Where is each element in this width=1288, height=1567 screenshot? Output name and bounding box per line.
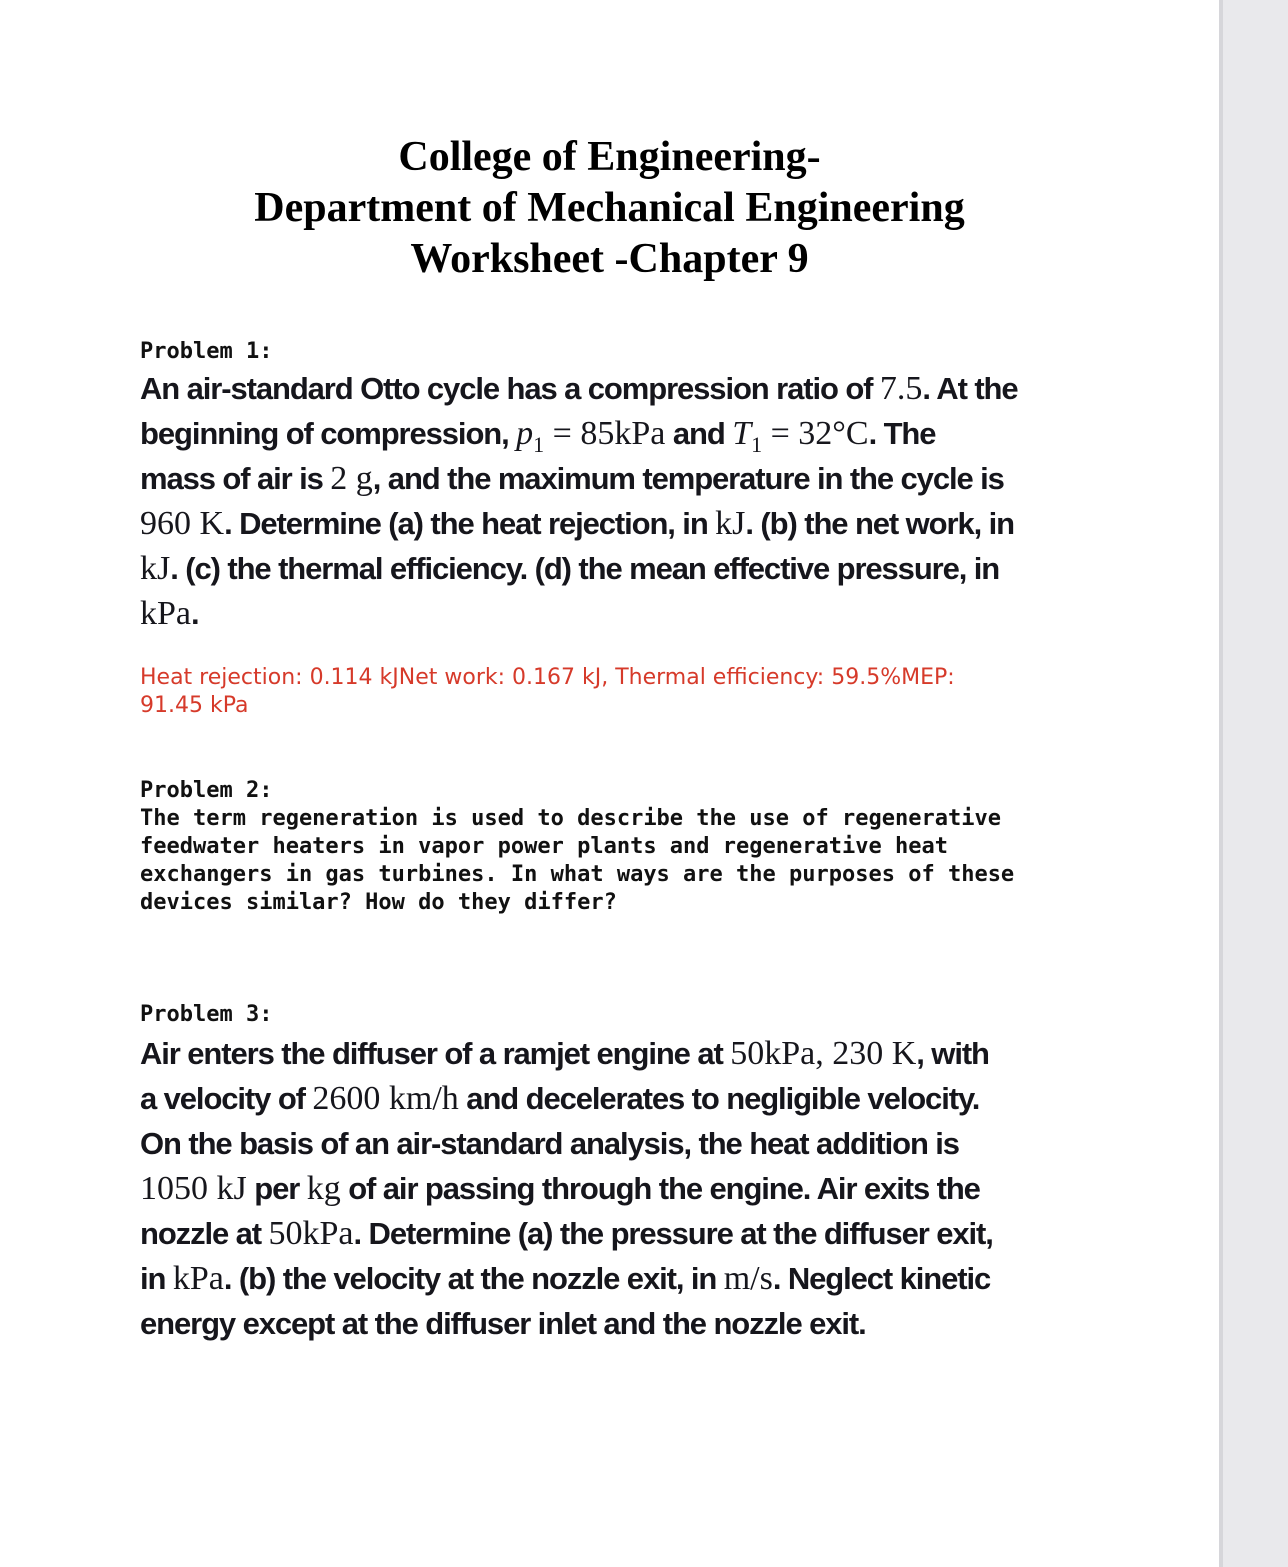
compression-ratio-value: 7.5 [879,370,923,407]
heat-addition-value: 1050 kJ [140,1170,247,1207]
problem-1-line-1: An air-standard Otto cycle has a compression ratio of 7.5. At the [140,370,1018,407]
problem-3-statement [140,1031,1080,1346]
problem-3-line-1: Air enters the diffuser of a ramjet engine at 50kPa, 230 K, with [140,1035,989,1072]
problem-1-line-6: kPa. [140,595,199,632]
problem-3-label: Problem 3: [140,1002,273,1027]
problem-2-label: Problem 2: [140,778,273,803]
problem-2-statement [140,805,1080,917]
problem-1-line-3: mass of air is 2 g, and the maximum temperature in the cycle is [140,460,1004,497]
scrollbar-track[interactable] [1219,0,1288,1567]
problem-2-line-1: The term regeneration is used to describe the use of regenerative [140,806,1001,831]
problem-3-line-4: 1050 kJ per kg of air passing through the engine. Air exits the [140,1170,980,1207]
problem-3-line-3: On the basis of an air-standard analysis, the heat addition is [140,1126,959,1161]
problem-1-line-5: kJ. (c) the thermal efficiency. (d) the mean effective pressure, in [140,550,1000,587]
problem-1-line-2: beginning of compression, $p_1 = 85kPa$ and $T_1 = 32^\circ C$. The [140,415,936,457]
initial-temperature-value: $T_1 = 32^\circ C$ [732,415,869,457]
worksheet-title: Worksheet -Chapter 9 [410,236,809,282]
problem-3-line-5: nozzle at 50kPa. Determine (a) the pressure at the diffuser exit, [140,1215,993,1252]
problem-1-statement [140,366,1080,636]
document-header [0,132,1219,285]
inlet-conditions-value: 50kPa, 230 K [730,1035,917,1072]
scrollbar-edge [1219,0,1223,1567]
problem-2-line-3: exchangers in gas turbines. In what ways are the purposes of these [140,862,1015,887]
air-mass-value: 2 g [330,460,373,497]
problem-2-line-4: devices similar? How do they differ? [140,890,617,915]
exit-pressure-value: 50kPa [268,1215,354,1252]
problem-1-line-4: 960 K. Determine (a) the heat rejection, in kJ. (b) the net work, in [140,505,1014,542]
initial-pressure-value: $p_1 = 85kPa$ [516,415,666,457]
inlet-velocity-value: 2600 km/h [312,1080,459,1117]
problem-3-line-2: a velocity of 2600 km/h and decelerates to negligible velocity. [140,1080,980,1117]
answer-line-2: 91.45 kPa [140,693,249,718]
problem-2-line-2: feedwater heaters in vapor power plants and regenerative heat [140,834,948,859]
problem-1-label: Problem 1: [140,339,273,364]
department-title: Department of Mechanical Engineering [254,185,965,231]
problem-1-answer [140,664,1040,720]
problem-3-line-7: energy except at the diffuser inlet and the nozzle exit. [140,1306,866,1341]
problem-3-line-6: in kPa. (b) the velocity at the nozzle exit, in m/s. Neglect kinetic [140,1260,991,1297]
max-temperature-value: 960 K [140,505,225,542]
answer-line-1: Heat rejection: 0.114 kJNet work: 0.167 kJ, Thermal efficiency: 59.5%MEP: [140,665,955,690]
college-title: College of Engineering- [398,134,821,180]
